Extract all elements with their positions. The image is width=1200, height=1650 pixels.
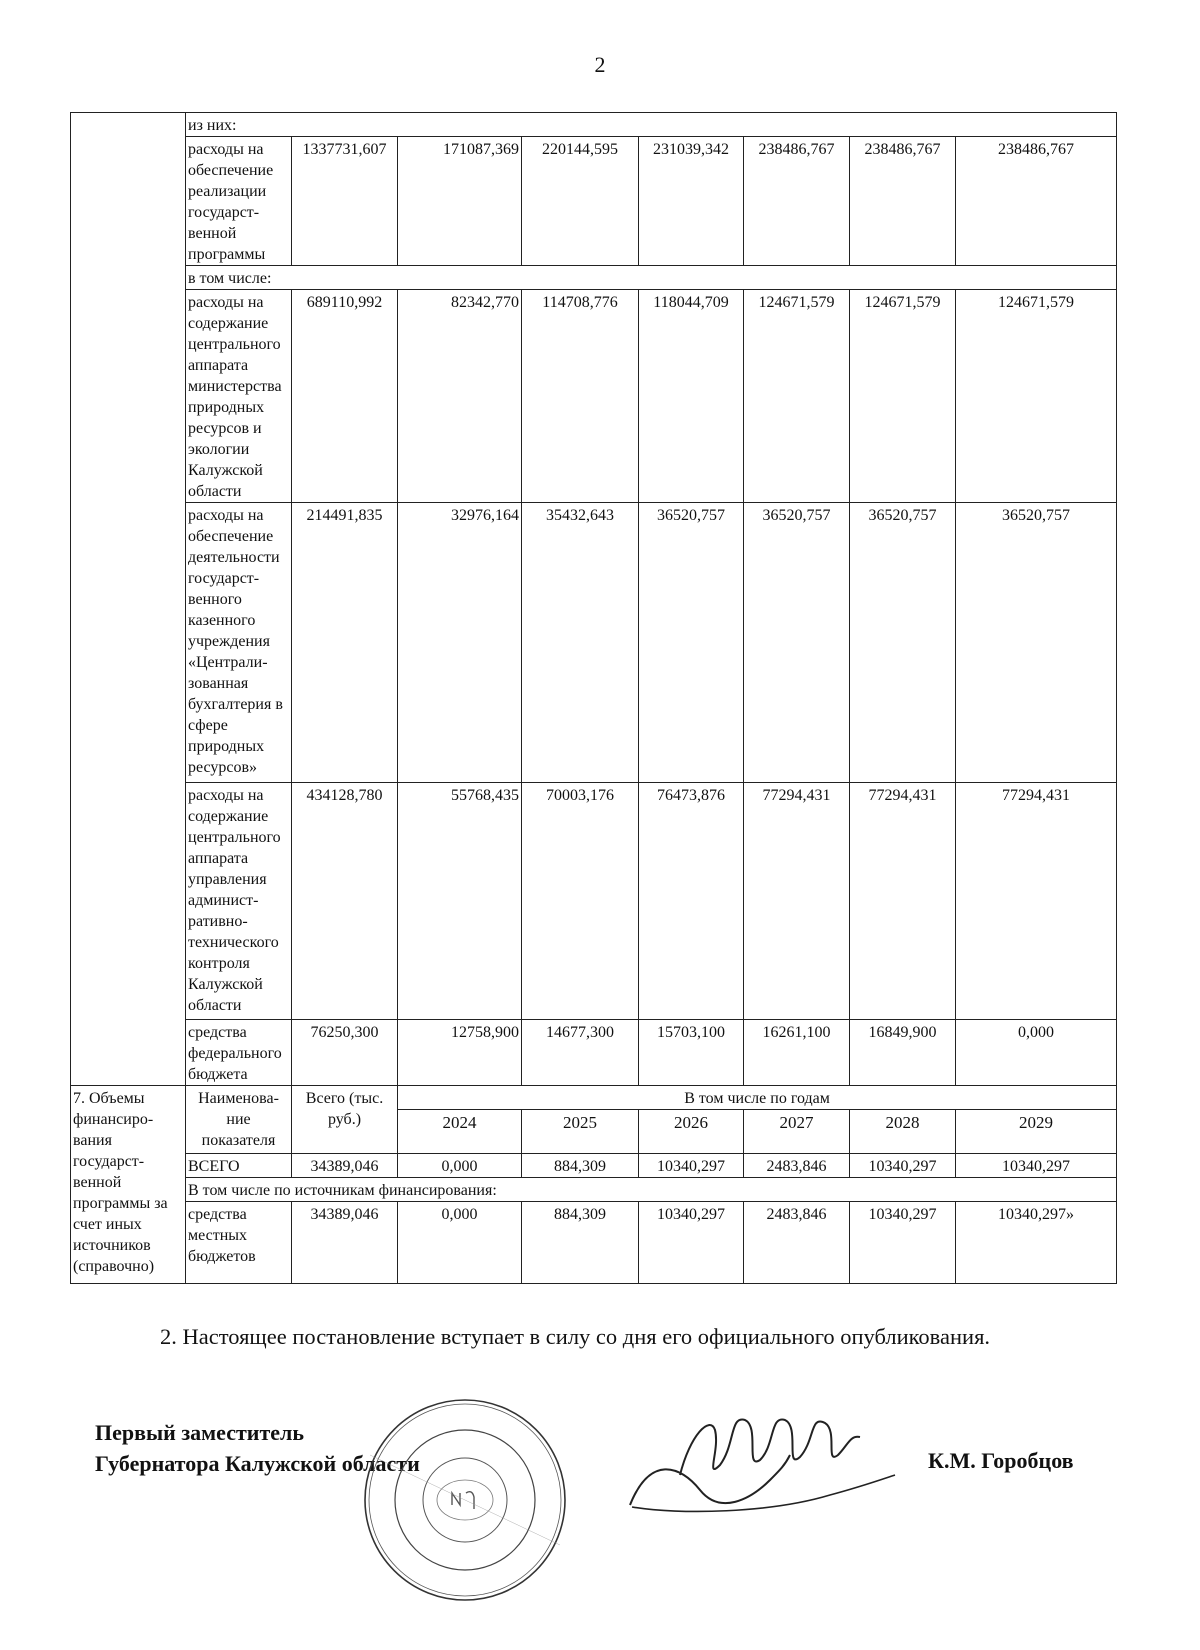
page-number: 2 (594, 52, 606, 77)
table-row (71, 783, 1117, 1020)
year-header: 2026 (639, 1110, 744, 1154)
value-total: 434128,780 (292, 783, 398, 1020)
empty-section-cell (71, 113, 186, 1086)
value-2024: 32976,164 (398, 503, 522, 783)
value-2027: 124671,579 (744, 290, 850, 503)
table-row (71, 266, 1117, 290)
value-2028: 238486,767 (850, 137, 956, 266)
header-total: Всего (тыс. руб.) (292, 1086, 398, 1154)
value-total: 34389,046 (292, 1202, 398, 1284)
value-2029: 124671,579 (956, 290, 1117, 503)
value-total: 214491,835 (292, 503, 398, 783)
value-2024: 171087,369 (398, 137, 522, 266)
row-label: средства местных бюджетов (186, 1202, 292, 1284)
table-row (71, 1178, 1117, 1202)
value-2026: 36520,757 (639, 503, 744, 783)
financing-table (70, 112, 1117, 1284)
value-2025: 884,309 (522, 1154, 639, 1178)
row-label: В том числе по источникам финансирования: (186, 1178, 1117, 1202)
year-header: 2027 (744, 1110, 850, 1154)
value-2024: 55768,435 (398, 783, 522, 1020)
value-2025: 14677,300 (522, 1020, 639, 1086)
section-title: 7. Объемы финансиро-вания государст-венной программы за счет иных источников (справочно) (71, 1086, 186, 1284)
position-line-2: Губернатора Калужской области (95, 1451, 420, 1476)
value-total: 689110,992 (292, 290, 398, 503)
value-2025: 114708,776 (522, 290, 639, 503)
value-2026: 76473,876 (639, 783, 744, 1020)
table-row (71, 137, 1117, 266)
year-header: 2025 (522, 1110, 639, 1154)
value-2026: 10340,297 (639, 1202, 744, 1284)
value-2026: 10340,297 (639, 1154, 744, 1178)
table-row (71, 503, 1117, 783)
value-2024: 0,000 (398, 1154, 522, 1178)
table-row (71, 1202, 1117, 1284)
table-row (71, 1020, 1117, 1086)
value-2026: 118044,709 (639, 290, 744, 503)
value-2029: 238486,767 (956, 137, 1117, 266)
year-header: 2024 (398, 1110, 522, 1154)
value-total: 76250,300 (292, 1020, 398, 1086)
table-row (71, 1086, 1117, 1110)
signatory-name: К.М. Горобцов (928, 1448, 1074, 1473)
value-2029: 10340,297 (956, 1154, 1117, 1178)
value-2027: 2483,846 (744, 1154, 850, 1178)
official-stamp-icon (360, 1395, 570, 1605)
position-line-1: Первый заместитель (95, 1420, 304, 1445)
table-row (71, 1154, 1117, 1178)
header-name: Наименова-ние показателя (186, 1086, 292, 1154)
value-2029: 10340,297» (956, 1202, 1117, 1284)
value-2028: 124671,579 (850, 290, 956, 503)
row-label: средства федерального бюджета (186, 1020, 292, 1086)
effective-date-paragraph: 2. Настоящее постановление вступает в силу со дня его официального опубликования. (160, 1324, 991, 1349)
value-2028: 10340,297 (850, 1154, 956, 1178)
value-2025: 884,309 (522, 1202, 639, 1284)
year-header: 2028 (850, 1110, 956, 1154)
row-label: расходы на обеспечение деятельности государст-венного казенного учреждения «Централи-зованная бухгалтерия в сфере природных ресурсов» (186, 503, 292, 783)
table-row (71, 290, 1117, 503)
row-label: из них: (186, 113, 1117, 137)
value-2029: 0,000 (956, 1020, 1117, 1086)
value-total: 1337731,607 (292, 137, 398, 266)
value-2025: 35432,643 (522, 503, 639, 783)
year-header: 2029 (956, 1110, 1117, 1154)
signature-icon (620, 1395, 900, 1525)
value-total: 34389,046 (292, 1154, 398, 1178)
row-label: в том числе: (186, 266, 1117, 290)
header-years: В том числе по годам (398, 1086, 1117, 1110)
value-2026: 231039,342 (639, 137, 744, 266)
value-2024: 82342,770 (398, 290, 522, 503)
value-2024: 0,000 (398, 1202, 522, 1284)
value-2028: 77294,431 (850, 783, 956, 1020)
value-2027: 2483,846 (744, 1202, 850, 1284)
value-2027: 16261,100 (744, 1020, 850, 1086)
value-2029: 77294,431 (956, 783, 1117, 1020)
value-2028: 36520,757 (850, 503, 956, 783)
row-label: ВСЕГО (186, 1154, 292, 1178)
value-2024: 12758,900 (398, 1020, 522, 1086)
row-label: расходы на содержание центрального аппарата управления админист-ративно-технического контроля Калужской области (186, 783, 292, 1020)
value-2027: 36520,757 (744, 503, 850, 783)
row-label: расходы на содержание центрального аппарата министерства природных ресурсов и экологии Калужской области (186, 290, 292, 503)
value-2025: 220144,595 (522, 137, 639, 266)
value-2026: 15703,100 (639, 1020, 744, 1086)
row-label: расходы на обеспечение реализации государст-венной программы (186, 137, 292, 266)
value-2027: 238486,767 (744, 137, 850, 266)
value-2028: 16849,900 (850, 1020, 956, 1086)
value-2029: 36520,757 (956, 503, 1117, 783)
value-2027: 77294,431 (744, 783, 850, 1020)
value-2028: 10340,297 (850, 1202, 956, 1284)
value-2025: 70003,176 (522, 783, 639, 1020)
table-row (71, 113, 1117, 137)
